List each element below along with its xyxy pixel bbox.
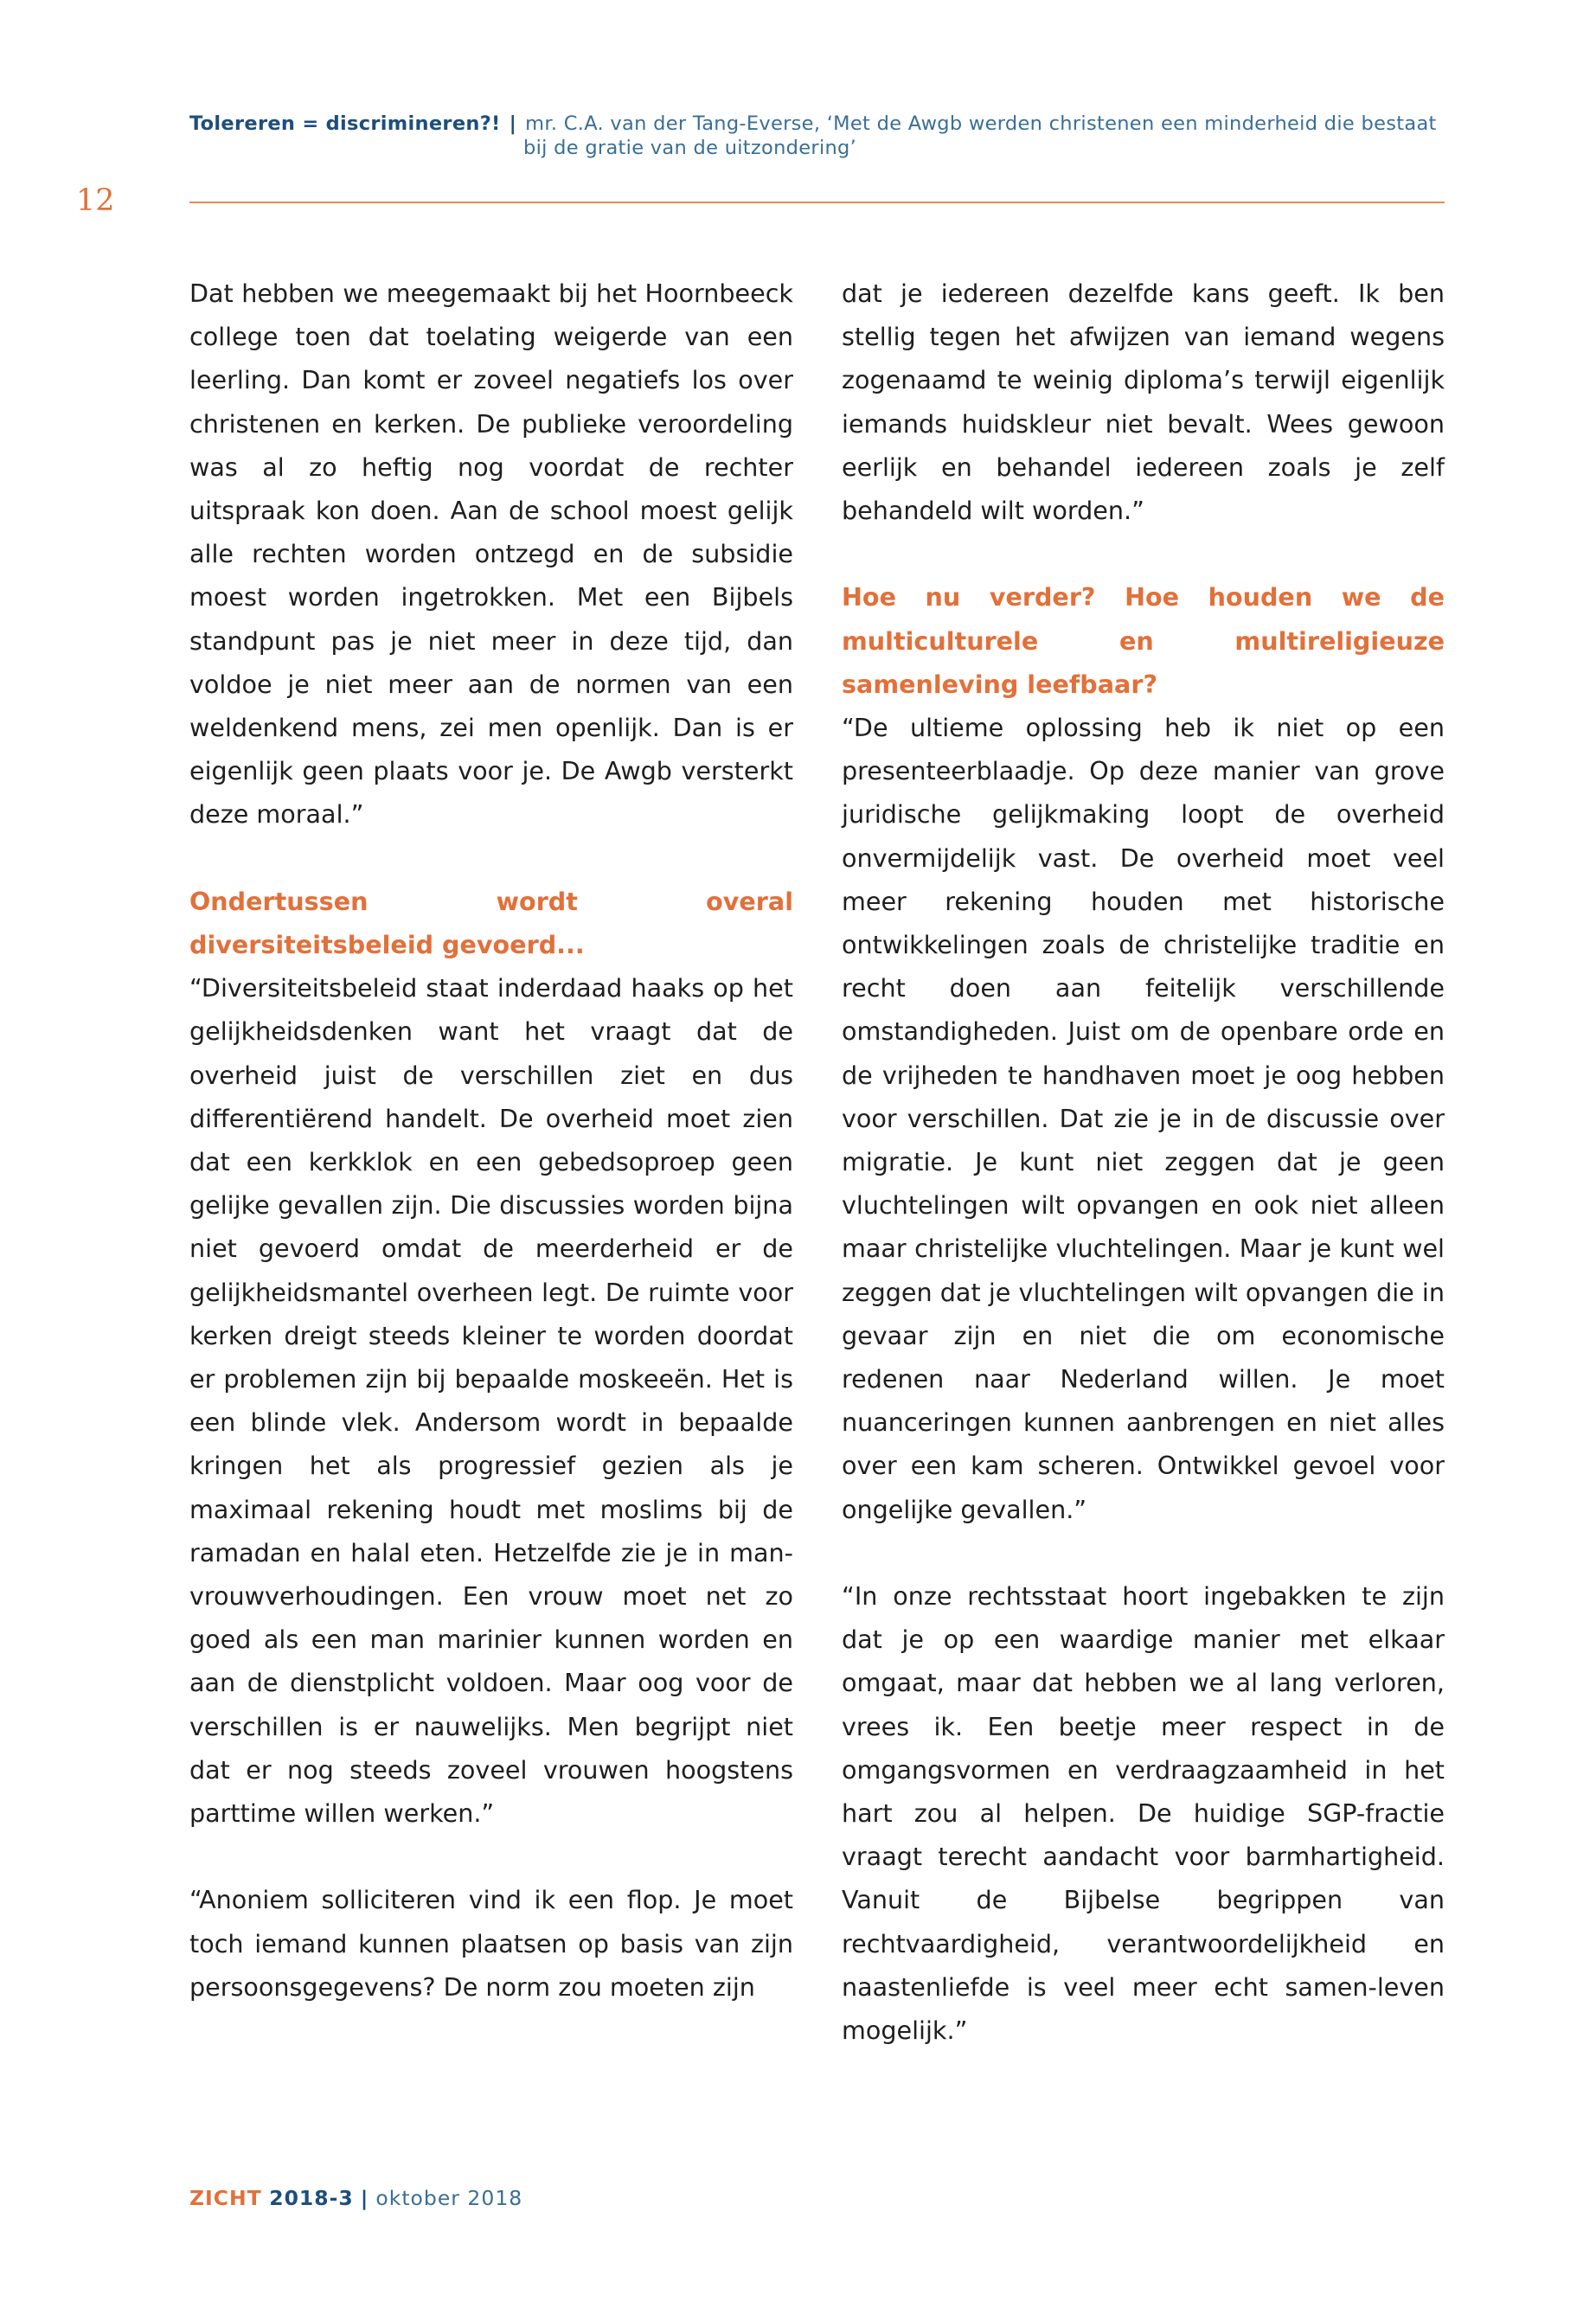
body-paragraph: dat je iedereen dezelfde kans geeft. Ik ben stellig tegen het afwijzen van iemand wegens zogenaamd te weinig diploma’s terwijl eigenlijk iemands huidskleur niet bevalt. Wees gewoon eerlijk en behandel iedereen zoals je zelf behandeld wilt worden.” <box>842 279 1445 526</box>
issue-date: oktober 2018 <box>375 2186 523 2210</box>
running-header <box>189 112 1444 160</box>
body-paragraph: “De ultieme oplossing heb ik niet op een presenteerblaadje. Op deze manier van grove juridische gelijkmaking loopt de overheid onvermijdelijk vast. De overheid moet veel meer rekening houden met historische ontwikkelingen zoals de christelijke traditie en recht doen aan feitelijk verschillende omstandigheden. Juist om de openbare orde en de vrijheden te handhaven moet je oog hebben voor verschillen. Dat zie je in de discussie over migratie. Je kunt niet zeggen dat je geen vluchtelingen wilt opvangen en ook niet alleen maar christelijke vluchtelingen. Maar je kunt wel zeggen dat je vluchtelingen wilt opvangen die in gevaar zijn en niet die om economische redenen naar Nederland willen. Je moet nuanceringen kunnen aanbrengen en niet alles over een kam scheren. Ontwikkel gevoel voor ongelijke gevallen.” <box>842 713 1445 1524</box>
section-heading: Ondertussen wordt overal diversiteitsbeleid gevoerd... <box>189 886 793 960</box>
footer-separator: | <box>360 2186 369 2210</box>
body-paragraph: “Diversiteitsbeleid staat inderdaad haaks op het gelijkheidsdenken want het vraagt dat de overheid juist de verschillen ziet en dus differentiërend handelt. De overheid moet zien dat een kerkklok en een gebedsoproep geen gelijke gevallen zijn. Die discussies worden bijna niet gevoerd omdat de meerderheid er de gelijkheidsmantel overheen legt. De ruimte voor kerken dreigt steeds kleiner te worden doordat er problemen zijn bij bepaalde moskeeën. Het is een blinde vlek. Andersom wordt in bepaalde kringen het als progressief gezien als je maximaal rekening houdt met moslims bij de ramadan en halal eten. Hetzelfde zie je in man-vrouwverhoudingen. Een vrouw moet net zo goed als een man marinier kunnen worden en aan de dienstplicht voldoen. Maar oog voor de verschillen is er nauwelijks. Men begrijpt niet dat er nog steeds zoveel vrouwen hoogstens parttime willen werken.” <box>189 973 793 1829</box>
header-separator: | <box>509 112 517 135</box>
series-title: Tolereren = discrimineren?! <box>189 112 501 135</box>
magazine-name: ZICHT <box>189 2186 262 2210</box>
left-column <box>189 272 793 2009</box>
article-reference-continued: bij de gratie van de uitzondering’ <box>523 137 857 159</box>
page-number: 12 <box>76 183 115 218</box>
right-column <box>842 272 1445 2052</box>
body-paragraph: “In onze rechtsstaat hoort ingebakken te zijn dat je op een waardige manier met elkaar omgaat, maar dat hebben we al lang verloren, vrees ik. Een beetje meer respect in de omgangsvormen en verdraagzaamheid in het hart zou al helpen. De huidige SGP-fractie vraagt terecht aandacht voor barmhartigheid. Vanuit de Bijbelse begrippen van rechtvaardigheid, verantwoordelijkheid en naastenliefde is veel meer echt samen-leven mogelijk.” <box>842 1581 1445 2046</box>
issue-number: 2018-3 <box>269 2186 354 2210</box>
page-footer <box>189 2185 522 2211</box>
article-reference: mr. C.A. van der Tang-Everse, ‘Met de Awgb werden christenen een minderheid die bestaat <box>525 112 1437 135</box>
body-paragraph: “Anoniem solliciteren vind ik een flop. Je moet toch iemand kunnen plaatsen op basis van zijn persoonsgegevens? De norm zou moeten zijn <box>189 1885 793 2002</box>
section-heading: Hoe nu verder? Hoe houden we de multiculturele en multireligieuze samenleving leefbaar? <box>842 582 1445 699</box>
body-paragraph: Dat hebben we meegemaakt bij het Hoornbeeck college toen dat toelating weigerde van een leerling. Dan komt er zoveel negatiefs los over christenen en kerken. De publieke veroordeling was al zo heftig nog voordat de rechter uitspraak kon doen. Aan de school moest gelijk alle rechten worden ontzegd en de subsidie moest worden ingetrokken. Met een Bijbels standpunt pas je niet meer in deze tijd, dan voldoe je niet meer aan de normen van een weldenkend mens, zei men openlijk. Dan is er eigenlijk geen plaats voor je. De Awgb versterkt deze moraal.” <box>189 279 793 830</box>
header-divider <box>189 202 1445 203</box>
